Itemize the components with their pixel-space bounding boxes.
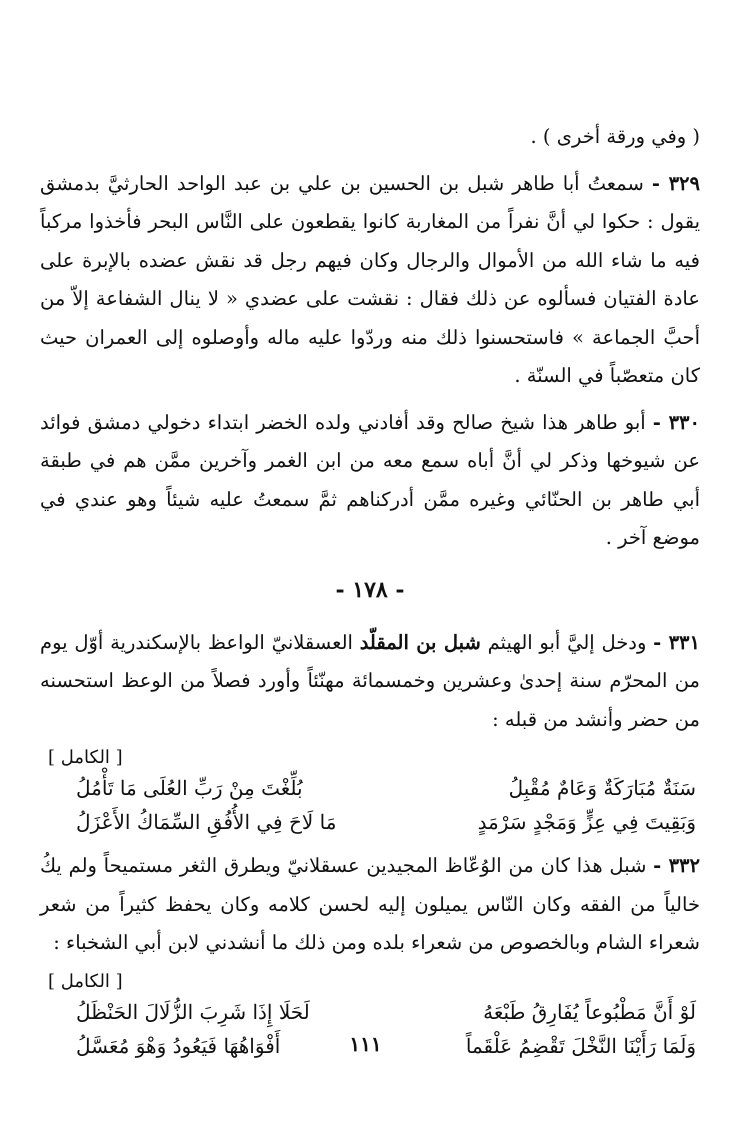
- page-number: ١١١: [349, 1032, 382, 1056]
- hemistich-first: سَنَةٌ مُبَارَكَةٌ وَعَامٌ مُقْبِلُ: [508, 776, 696, 800]
- person-name: شبل بن المقلّد: [359, 630, 481, 654]
- page-body: [40, 118, 700, 1063]
- paragraph-text: سمعتُ أبا طاهر شبل بن الحسين بن علي بن عبد الواحد الحارثيَّ بدمشق يقول : حكوا لي أنَّ نفراً من المغاربة كانوا يقطعون على النَّاس البحر فأخذوا مركباً فيه ما شاء الله من الأموال والرجال وكان فيهم رجل قد نقش عضده بالإبرة على عادة الفتيان فسألوه عن ذلك فقال : نقشت على عضدي « لا ينال الشفاعة إلاّ من أحبَّ الجماعة » فاستحسنوا ذلك منه وردّوا عليه ماله وأوصلوه إلى العمران حيث كان متعصّباً في السنّة .: [40, 171, 700, 387]
- paragraph-number: ٣٣٠ -: [652, 410, 700, 434]
- paragraph-332: [40, 847, 700, 963]
- paragraph-330: [40, 404, 700, 558]
- hemistich-second: لَحَلَا إِذَا شَرِبَ الزُّلَالَ الحَنْظَلُ: [76, 999, 310, 1024]
- hemistich-second: بُلِّغْتَ مِنْ رَبِّ العُلَى مَا تَأْمُلُ: [76, 776, 303, 800]
- paragraph-text: العسقلانيّ الواعظ بالإسكندرية أوّل يوم من المحرّم سنة إحدىٰ وعشرين وخمسمائة مهنّئاً وأورد فصلاً من الوعظ استحسنه من حضر وأنشد من قبله :: [40, 630, 700, 731]
- paragraph-number: ٣٣١ -: [653, 630, 700, 654]
- paragraph-text: شبل هذا كان من الوُعّاظ المجيدين عسقلانيّ ويطرق الثغر مستميحاً ولم يكُ خالياً من الفقه وكان النّاس يميلون إليه لحسن كلامه وكان يحفظ كثيراً من شعر شعراء الشام وبالخصوص من شعراء بلده ومن ذلك ما أنشدني لابن أبي الشخباء :: [40, 854, 700, 954]
- paragraph-331: [40, 624, 700, 740]
- paragraph-number: ٣٢٩ -: [651, 171, 700, 195]
- verse: [40, 771, 700, 805]
- paragraph-text: أبو طاهر هذا شيخ صالح وقد أفادني ولده الخضر ابتداء دخولي دمشق فوائد عن شيوخها وذكر لي أنَّ أباه سمع معه من ابن الغمر وآخرين ممَّن هم في طبقة أبي طاهر بن الحنّائي وغيره ممَّن أدركناهم ثمَّ سمعتُ عليه شيئاً وهو عندي في موضع آخر .: [40, 410, 700, 549]
- meter-label: [ الكامل ]: [48, 747, 123, 768]
- meter-label: [ الكامل ]: [48, 970, 123, 992]
- paragraph-329: [40, 165, 700, 396]
- section-heading: - ١٧٨ -: [335, 576, 405, 603]
- intro-text: ( وفي ورقة أخرى ) .: [530, 125, 700, 148]
- hemistich-first: وَبَقِيتَ فِي عِزٍّ وَمَجْدٍ سَرْمَدٍ: [477, 810, 696, 834]
- hemistich-first: لَوْ أَنَّ مَطْبُوعاً يُفَارِقُ طَبْعَهُ: [483, 999, 696, 1024]
- verse: [40, 995, 700, 1029]
- hemistich-first: وَلَمَا رَأَيْنَا النَّخْلَ تَقْضِمُ عَلْقَماً: [465, 1033, 696, 1058]
- paragraph-number: ٣٣٢ -: [653, 854, 700, 877]
- poem-1: [40, 771, 700, 839]
- verse: [40, 805, 700, 839]
- hemistich-second: أَفْوَاهُهَا فَيَعُودُ وَهْوَ مُعَسَّلُ: [76, 1033, 281, 1058]
- paragraph-lead: ودخل إليَّ أبو الهيثم: [487, 630, 647, 654]
- intro-line: [40, 118, 700, 157]
- hemistich-second: مَا لَاحَ فِي الأُفُقِ السِّمَاكُ الأَعْزَلُ: [76, 810, 337, 834]
